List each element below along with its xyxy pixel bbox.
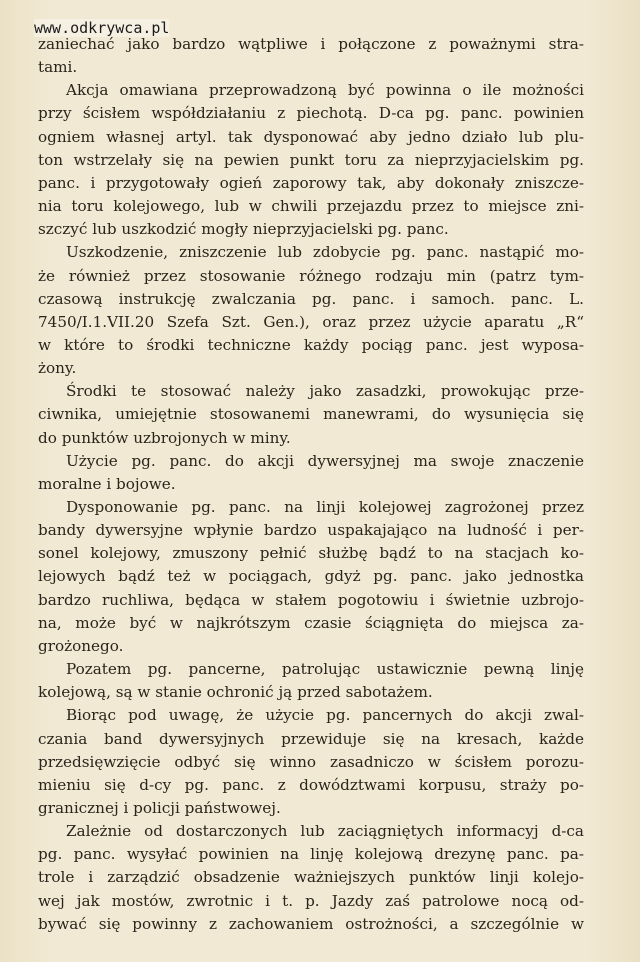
text-line: moralne i bojowe. [38,474,176,493]
text-line: w które to środki techniczne każdy pociąg panc. jest wyposa- [38,335,584,354]
text-line: granicznej i policji państwowej. [38,798,281,817]
text-line: 7450/I.1.VII.20 Szefa Szt. Gen.), oraz przez użycie aparatu „R“ [38,312,584,331]
text-line: nia toru kolejowego, lub w chwili przejazdu przez to miejsce zni- [38,197,584,215]
text-line: trole i zarządzić obsadzenie ważniejszych punktów linji kolejo- [38,868,584,887]
text-line: grożonego. [38,636,124,655]
text-line: bardzo ruchliwa, będąca w stałem pogotowiu i świetnie uzbrojo- [38,590,584,609]
text-line: ton wstrzelały się na pewien punkt toru za nieprzyjacielskim pg. [38,150,584,169]
site-watermark: www.odkrywca.pl [34,19,170,37]
text-line: Akcja omawiana przeprowadzoną być powinna o ile możności [66,81,584,100]
text-line: Użycie pg. panc. do akcji dywersyjnej ma swoje znaczenie [66,451,584,470]
text-line: czasową instrukcję zwalczania pg. panc. i samoch. panc. L. [38,289,584,308]
text-line: Uszkodzenie, zniszczenie lub zdobycie pg. panc. nastąpić mo- [66,243,584,262]
text-line: lejowych bądź też w pociągach, gdyż pg. panc. jako jednostka [38,567,584,586]
text-line: do punktów uzbrojonych w miny. [38,428,291,447]
text-line: że również przez stosowanie różnego rodzaju min (patrz tym- [38,266,584,285]
text-line: Pozatem pg. pancerne, patrolując ustawicznie pewną linję [66,660,584,678]
text-line: czania band dywersyjnych przewiduje się na kresach, każde [38,729,584,748]
text-line: kolejową, są w stanie ochronić ją przed sabotażem. [38,683,433,702]
text-line: bandy dywersyjne wpłynie bardzo uspakajająco na ludność i per- [38,521,584,540]
text-line: panc. i przygotowały ogień zaporowy tak, aby dokonały zniszcze- [38,173,584,192]
text-line: mieniu się d-cy pg. panc. z dowództwami korpusu, straży po- [38,775,584,794]
text-line: zaniechać jako bardzo wątpliwe i połączone z poważnymi stra- [38,35,584,53]
text-line: przedsięwzięcie odbyć się winno zasadniczo w ścisłem porozu- [38,752,584,771]
text-line: na, może być w najkrótszym czasie ściągnięta do miejsca za- [38,613,584,632]
text-line: wej jak mostów, zwrotnic i t. p. Jazdy zaś patrolowe nocą od- [38,891,584,910]
text-line: bywać się powinny z zachowaniem ostrożności, a szczególnie w [38,914,584,933]
text-line: ogniem własnej artyl. tak dysponować aby jedno działo lub plu- [38,127,584,146]
text-line: ciwnika, umiejętnie stosowanemi manewrami, do wysunięcia się [38,405,584,424]
text-line: szczyć lub uszkodzić mogły nieprzyjacielski pg. panc. [38,220,449,239]
text-line: Biorąc pod uwagę, że użycie pg. pancernych do akcji zwal- [66,706,584,725]
text-line: Dysponowanie pg. panc. na linji kolejowej zagrożonej przez [66,498,584,516]
text-line: sonel kolejowy, zmuszony pełnić służbę bądź to na stacjach ko- [38,544,584,563]
text-line: żony. [38,359,77,378]
text-line: pg. panc. wysyłać powinien na linję kolejową drezynę panc. pa- [38,845,584,864]
text-line: tami. [38,58,78,77]
text-line: Środki te stosować należy jako zasadzki, prowokując prze- [66,382,584,401]
text-line: Zależnie od dostarczonych lub zaciągniętych informacyj d-ca [66,822,584,841]
text-line: przy ścisłem współdziałaniu z piechotą. D-ca pg. panc. powinien [38,104,584,123]
